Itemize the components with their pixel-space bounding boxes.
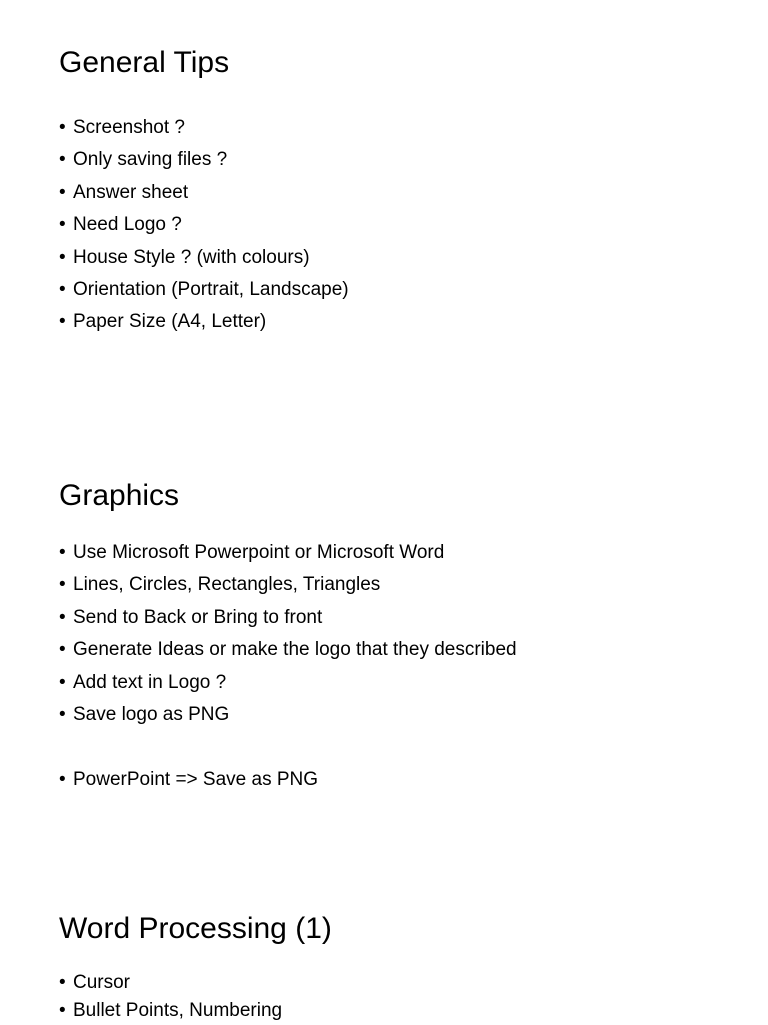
bullet-list (59, 969, 282, 1025)
bullet-item: • Need Logo ? (59, 209, 349, 241)
bullet-item: • Only saving files ? (59, 144, 349, 176)
bullet-item: • Paper Size (A4, Letter) (59, 306, 349, 338)
slide-graphics (0, 433, 768, 866)
bullet-list (59, 537, 517, 796)
bullet-item: • Answer sheet (59, 177, 349, 209)
bullet-item: • Send to Back or Bring to front (59, 602, 517, 634)
bullet-list (59, 112, 349, 339)
bullet-item: • Orientation (Portrait, Landscape) (59, 274, 349, 306)
bullet-item: • Lines, Circles, Rectangles, Triangles (59, 569, 517, 601)
slide-title: Word Processing (1) (59, 912, 332, 945)
bullet-item: • Cursor (59, 969, 282, 997)
bullet-item: • Add text in Logo ? (59, 667, 517, 699)
slide-general-tips (0, 0, 768, 433)
slide-title: Graphics (59, 479, 180, 512)
bullet-item: • Save logo as PNG (59, 699, 517, 731)
bullet-item: • Generate Ideas or make the logo that they described (59, 634, 517, 666)
bullet-item: • PowerPoint => Save as PNG (59, 764, 517, 796)
bullet-item: • House Style ? (with colours) (59, 242, 349, 274)
bullet-item: • Use Microsoft Powerpoint or Microsoft Word (59, 537, 517, 569)
bullet-spacer (59, 731, 517, 763)
bullet-item: • Bullet Points, Numbering (59, 997, 282, 1025)
slide-word-processing (0, 866, 768, 1024)
bullet-item: • Screenshot ? (59, 112, 349, 144)
slide-title: General Tips (59, 46, 230, 79)
